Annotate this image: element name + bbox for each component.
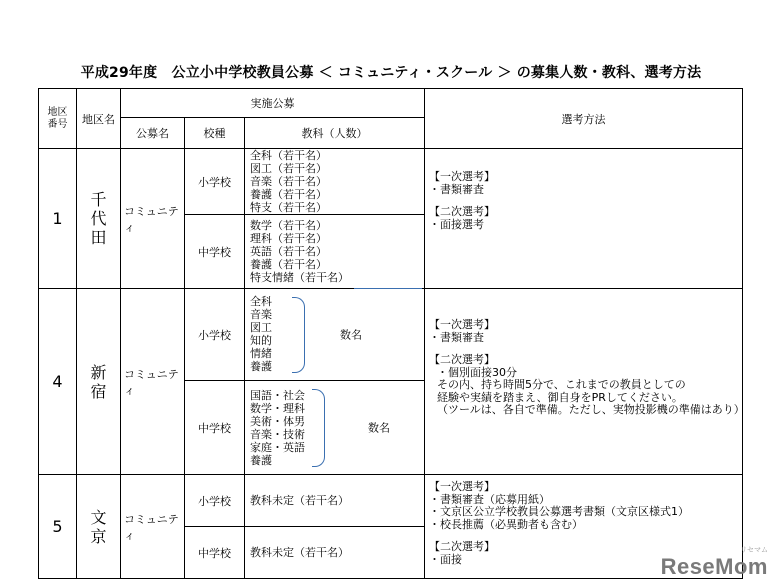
count-label: 数名	[368, 421, 390, 434]
table-row	[39, 289, 743, 381]
area-code: 4	[39, 289, 77, 475]
subject-list: 教科未定（若干名）	[245, 475, 425, 527]
table-row	[39, 475, 743, 527]
school-type: 小学校	[185, 475, 245, 527]
page-title: 平成29年度 公立小中学校教員公募 ＜ コミュニティ・スクール ＞ の募集人数・教科、選考方法	[80, 65, 702, 81]
school-type: 中学校	[185, 527, 245, 579]
subject-list: 数学（若干名） 理科（若干名） 英語（若干名） 養護（若干名） 特支情緒（若干名）	[245, 215, 425, 289]
subject-list: 国語・社会 数学・理科 美術・体男 音楽・技術 家庭・英語 養護 数名	[245, 381, 425, 475]
area-name: 千 代 田	[77, 149, 121, 289]
header-implementation: 実施公募	[121, 89, 425, 118]
brace-icon	[312, 389, 325, 467]
area-name: 新 宿	[77, 289, 121, 475]
resemom-logo: リセマム ReseMom	[660, 547, 768, 579]
header-method: 選考方法	[425, 89, 743, 149]
brace-icon	[292, 297, 305, 373]
selection-method: 【一次選考】 ・書類審査 【二次選考】 ・面接選考	[425, 149, 743, 289]
selection-method: 【一次選考】 ・書類審査 【二次選考】 ・個別面接30分 その内、持ち時間5分で、これまでの教員としての 経験や実績を踏まえ、御自身をPRしてください。 （ツールは、各自で準備。ただし、実物投影機の準備はあり）	[425, 289, 743, 475]
school-type: 中学校	[185, 215, 245, 289]
subject-list: 教科未定（若干名）	[245, 527, 425, 579]
area-name: 文 京	[77, 475, 121, 579]
count-label: 数名	[340, 328, 362, 341]
header-area-code: 地区 番号	[39, 89, 77, 149]
header-area-name: 地区名	[77, 89, 121, 149]
divider-line	[354, 288, 422, 289]
school-type: 中学校	[185, 381, 245, 475]
school-type: 小学校	[185, 149, 245, 215]
school-type: 小学校	[185, 289, 245, 381]
table-row	[39, 149, 743, 215]
recruit-name: コミュニティ	[121, 149, 185, 289]
recruitment-table	[38, 88, 743, 579]
header-school-type: 校種	[185, 118, 245, 149]
area-code: 5	[39, 475, 77, 579]
subject-list: 全科（若干名） 図工（若干名） 音楽（若干名） 養護（若干名） 特支（若干名）	[245, 149, 425, 215]
header-row-1	[39, 89, 743, 118]
header-recruit-name: 公募名	[121, 118, 185, 149]
selection-method: 【一次選考】 ・書類審査（応募用紙） ・文京区公立学校教員公募選考書類（文京区様式1） ・校長推薦（必異動者も含む） 【二次選考】 ・面接	[425, 475, 743, 579]
recruit-name: コミュニティ	[121, 475, 185, 579]
recruit-name: コミュニティ	[121, 289, 185, 475]
area-code: 1	[39, 149, 77, 289]
subject-list: 全科 音楽 図工 知的 情緒 養護 数名	[245, 289, 425, 381]
header-subject: 教科（人数）	[245, 118, 425, 149]
